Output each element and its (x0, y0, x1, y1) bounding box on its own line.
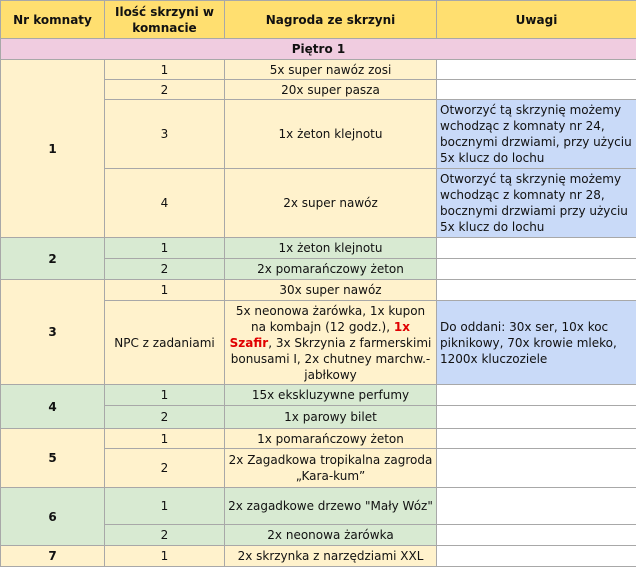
note-cell: Otworzyć tą skrzynię możemy wchodząc z komnaty nr 28, bocznymi drzwiami przy użyciu 5x klucz do lochu (437, 169, 636, 238)
chest-count: 2 (105, 80, 225, 100)
chest-count: 2 (105, 449, 225, 488)
chest-reward: 2x skrzynka z narzędziami XXL (225, 546, 437, 567)
note-cell (437, 259, 636, 280)
chest-reward: 15x ekskluzywne perfumy (225, 385, 437, 406)
note-cell: Otworzyć tą skrzynię możemy wchodząc z komnaty nr 24, bocznymi drzwiami, przy użyciu 5x klucz do lochu (437, 100, 636, 169)
room-number: 6 (1, 488, 105, 546)
table-row (1, 429, 636, 449)
chest-reward: 2x Zagadkowa tropikalna zagroda „Kara-kum” (225, 449, 437, 488)
note-cell (437, 429, 636, 449)
room-number: 1 (1, 60, 105, 238)
chest-count: 3 (105, 100, 225, 169)
floor-row (1, 39, 636, 60)
chest-count: 1 (105, 238, 225, 259)
header-chest-reward: Nagroda ze skrzyni (225, 1, 437, 39)
note-cell (437, 238, 636, 259)
header-row (1, 1, 636, 39)
header-notes: Uwagi (437, 1, 636, 39)
chest-reward: 1x żeton klejnotu (225, 100, 437, 169)
note-cell (437, 525, 636, 546)
chest-reward: 30x super nawóz (225, 280, 437, 301)
room-number: 2 (1, 238, 105, 280)
chest-count: 1 (105, 429, 225, 449)
chest-count: 1 (105, 385, 225, 406)
note-cell (437, 80, 636, 100)
note-cell: Do oddani: 30x ser, 10x koc piknikowy, 70x krowie mleko, 1200x kluczoziele (437, 301, 636, 385)
chest-count: 1 (105, 546, 225, 567)
chest-count: 2 (105, 406, 225, 429)
room-number: 7 (1, 546, 105, 567)
chest-count: 1 (105, 60, 225, 80)
note-cell (437, 488, 636, 525)
table-row (1, 280, 636, 301)
npc-reward (225, 301, 437, 385)
note-cell (437, 406, 636, 429)
chest-count: 2 (105, 525, 225, 546)
table-row (1, 546, 636, 567)
chest-reward: 20x super pasza (225, 80, 437, 100)
room-number: 5 (1, 429, 105, 488)
chest-count: 2 (105, 259, 225, 280)
room-number: 3 (1, 280, 105, 385)
chest-count: 1 (105, 280, 225, 301)
sapphire-highlight: 1x Szafir (230, 320, 410, 350)
chest-reward: 5x super nawóz zosi (225, 60, 437, 80)
note-cell (437, 60, 636, 80)
chest-reward: 1x parowy bilet (225, 406, 437, 429)
note-cell (437, 546, 636, 567)
note-cell (437, 385, 636, 406)
chest-reward: 2x pomarańczowy żeton (225, 259, 437, 280)
npc-reward-text: 5x neonowa żarówka, 1x kupon na kombajn (12 godz.), (236, 304, 425, 334)
floor-label: Piętro 1 (1, 39, 636, 60)
table-row (1, 385, 636, 406)
chest-reward: 2x super nawóz (225, 169, 437, 238)
chest-reward: 1x pomarańczowy żeton (225, 429, 437, 449)
chest-count: 1 (105, 488, 225, 525)
chest-reward: 1x żeton klejnotu (225, 238, 437, 259)
chest-count: 4 (105, 169, 225, 238)
chest-reward: 2x neonowa żarówka (225, 525, 437, 546)
room-number: 4 (1, 385, 105, 429)
table-row (1, 238, 636, 259)
chest-reward: 2x zagadkowe drzewo "Mały Wóz" (225, 488, 437, 525)
header-chest-count: Ilość skrzyni w komnacie (105, 1, 225, 39)
note-cell (437, 449, 636, 488)
note-cell (437, 280, 636, 301)
header-room-number: Nr komnaty (1, 1, 105, 39)
table-row (1, 60, 636, 80)
npc-reward-text-rest: , 3x Skrzynia z farmerskimi bonusami I, 2x chutney marchw.-jabłkowy (231, 336, 432, 382)
table-row (1, 488, 636, 525)
npc-quest-label: NPC z zadaniami (105, 301, 225, 385)
